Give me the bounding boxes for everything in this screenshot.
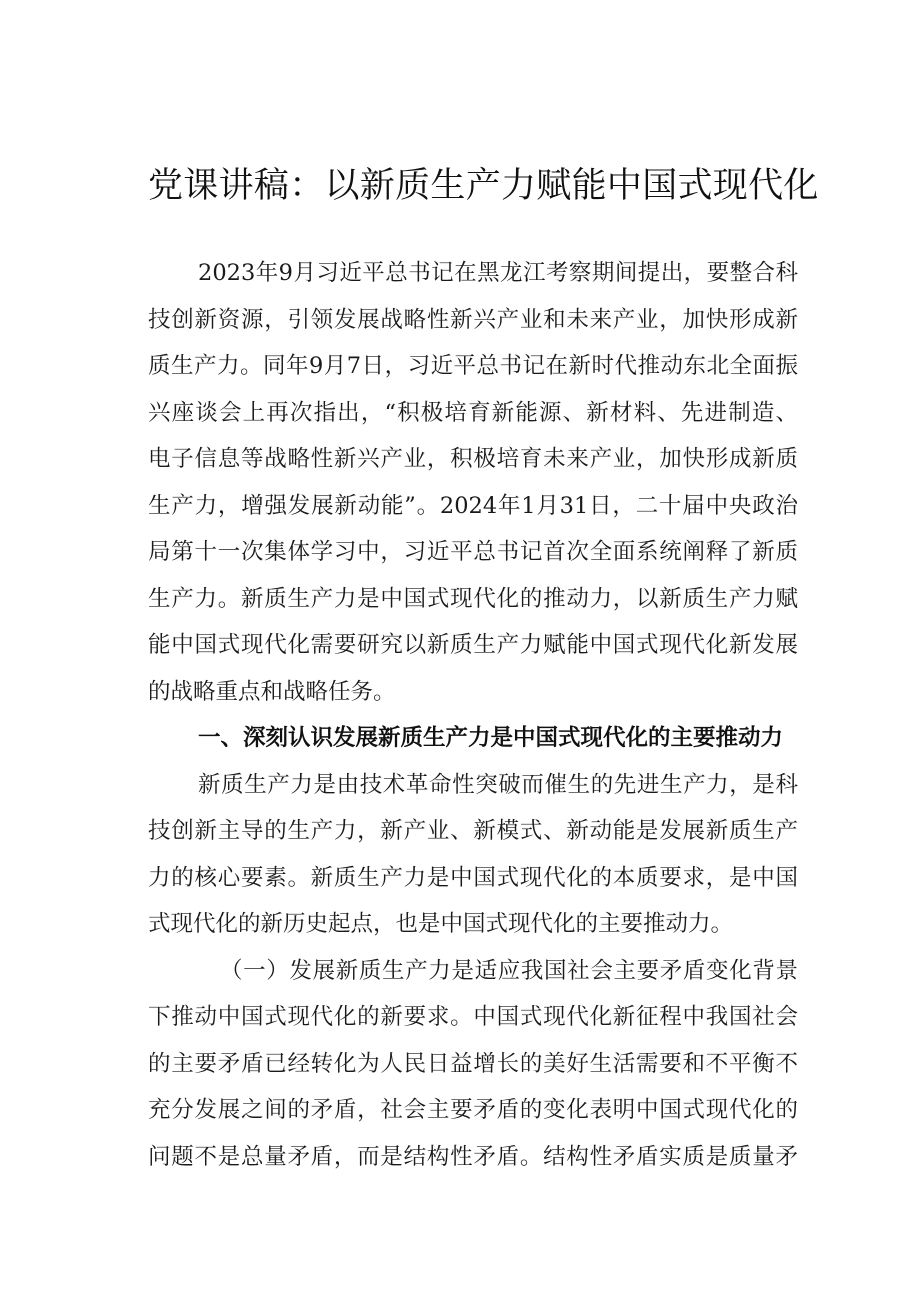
paragraph-line: 新质生产力是由技术革命性突破而催生的先进生产力，是科 <box>198 771 798 798</box>
paragraph-line: 兴座谈会上再次指出，“积极培育新能源、新材料、先进制造、 <box>148 399 798 426</box>
paragraph-line: 生产力，增强发展新动能”。2024年1月31日，二十届中央政治 <box>148 492 798 519</box>
paragraph-line: 下推动中国式现代化的新要求。中国式现代化新征程中我国社会 <box>148 1004 798 1030</box>
paragraph-intro <box>148 250 798 715</box>
paragraph-line: 力的核心要素。新质生产力是中国式现代化的本质要求，是中国 <box>148 864 798 891</box>
paragraph-line: （一）发展新质生产力是适应我国社会主要矛盾变化背景 <box>220 957 798 984</box>
paragraph-line: 的主要矛盾已经转化为人民日益增长的美好生活需要和不平衡不 <box>148 1050 798 1077</box>
paragraph-line: 问题不是总量矛盾，而是结构性矛盾。结构性矛盾实质是质量矛 <box>148 1143 798 1170</box>
document-title: 党课讲稿：以新质生产力赋能中国式现代化 <box>148 166 819 206</box>
paragraph-section-1 <box>148 762 798 948</box>
section-heading-text: 一、深刻认识发展新质生产力是中国式现代化的主要推动力 <box>198 725 784 751</box>
paragraph-line: 2023年9月习近平总书记在黑龙江考察期间提出，要整合科 <box>198 260 798 286</box>
paragraph-line: 生产力。新质生产力是中国式现代化的推动力，以新质生产力赋 <box>148 585 798 612</box>
paragraph-line: 式现代化的新历史起点，也是中国式现代化的主要推动力。 <box>148 911 734 937</box>
paragraph-subsection-1 <box>148 948 798 1181</box>
section-heading-1 <box>148 715 798 762</box>
paragraph-line: 能中国式现代化需要研究以新质生产力赋能中国式现代化新发展 <box>148 632 798 658</box>
paragraph-line: 的战略重点和战略任务。 <box>148 678 396 705</box>
paragraph-line: 局第十一次集体学习中，习近平总书记首次全面系统阐释了新质 <box>148 539 798 565</box>
paragraph-line: 电子信息等战略性新兴产业，积极培育未来产业，加快形成新质 <box>148 446 798 472</box>
paragraph-line: 技创新资源，引领发展战略性新兴产业和未来产业，加快形成新 <box>148 306 798 333</box>
document-body <box>148 250 798 1180</box>
paragraph-line: 质生产力。同年9月7日，习近平总书记在新时代推动东北全面振 <box>148 353 798 379</box>
paragraph-line: 技创新主导的生产力，新产业、新模式、新动能是发展新质生产 <box>148 818 798 844</box>
paragraph-line: 充分发展之间的矛盾，社会主要矛盾的变化表明中国式现代化的 <box>148 1097 798 1123</box>
